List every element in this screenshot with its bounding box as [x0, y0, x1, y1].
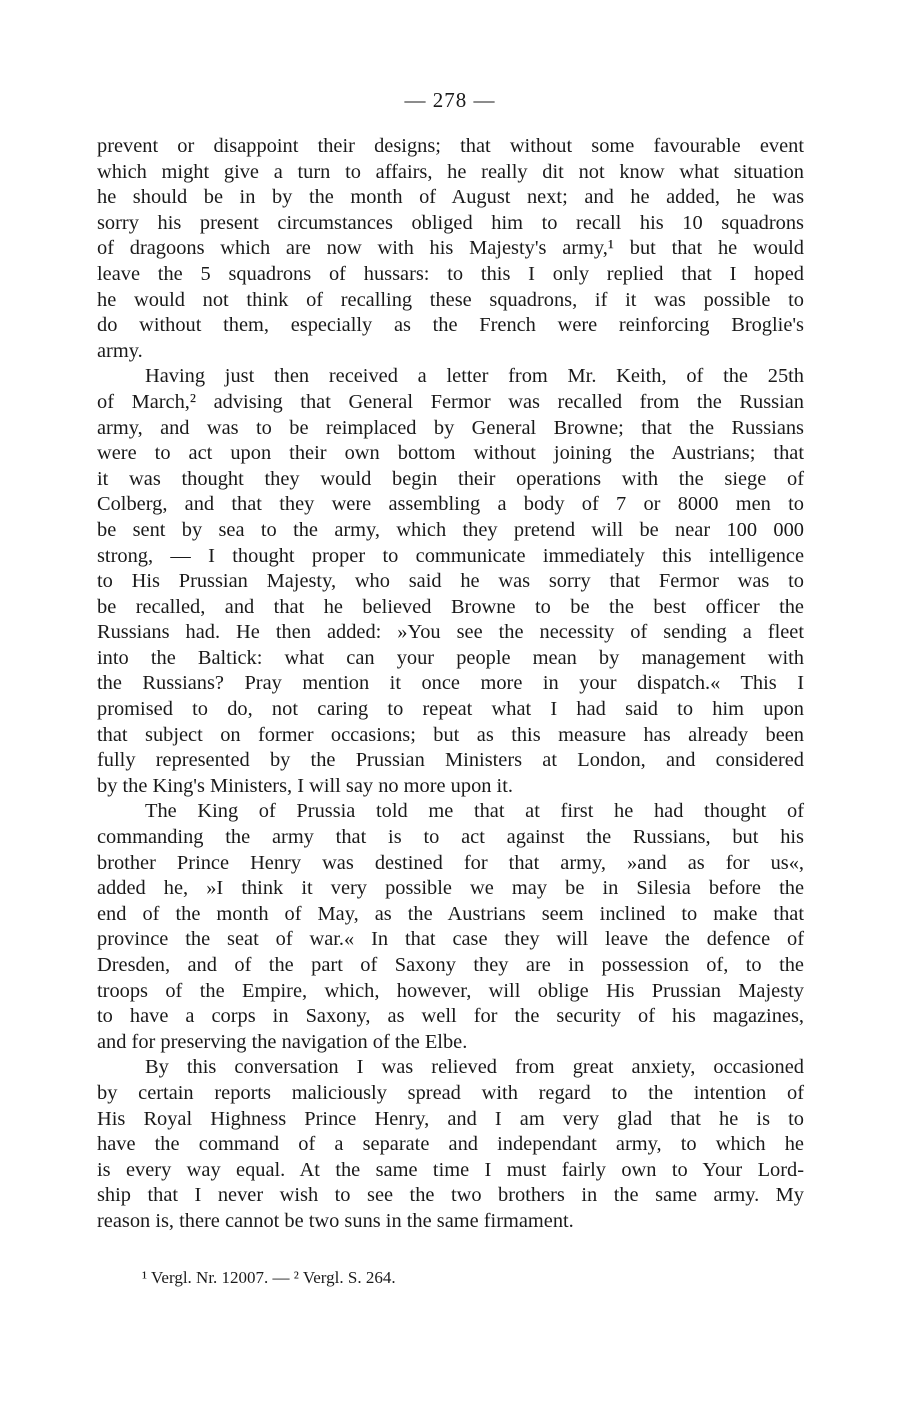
- text-line: His Royal Highness Prince Henry, and I am very glad that he is to: [97, 1107, 804, 1130]
- text-line: army, and was to be reimplaced by General Browne; that the Russians: [97, 416, 804, 439]
- text-line: of March,² advising that General Fermor was recalled from the Russian: [97, 390, 804, 413]
- text-line: brother Prince Henry was destined for that army, »and as for us«,: [97, 851, 804, 874]
- text-line: The King of Prussia told me that at first he had thought of: [145, 800, 804, 823]
- page-number: — 278 —: [404, 88, 496, 112]
- text-line: is every way equal. At the same time I must fairly own to Your Lord-: [97, 1158, 804, 1181]
- text-line: be recalled, and that he believed Browne to be the best officer the: [97, 595, 804, 618]
- text-line: leave the 5 squadrons of hussars: to this I only replied that I hoped: [97, 262, 804, 285]
- text-line: by certain reports maliciously spread with regard to the intention of: [97, 1081, 804, 1104]
- footnotes: ¹ Vergl. Nr. 12007. — ² Vergl. S. 264.: [142, 1268, 396, 1287]
- text-line: commanding the army that is to act against the Russians, but his: [97, 826, 804, 849]
- text-line: the Russians? Pray mention it once more in your dispatch.« This I: [97, 672, 804, 695]
- text-line: of dragoons which are now with his Majesty's army,¹ but that he would: [97, 237, 804, 260]
- text-line: Colberg, and that they were assembling a body of 7 or 8000 men to: [97, 493, 804, 516]
- text-line: into the Baltick: what can your people mean by management with: [97, 646, 804, 669]
- text-line: army.: [97, 339, 143, 362]
- text-line: By this conversation I was relieved from great anxiety, occasioned: [145, 1056, 804, 1079]
- text-line: he should be in by the month of August next; and he added, he was: [97, 186, 804, 209]
- text-line: promised to do, not caring to repeat what I had said to him upon: [97, 698, 804, 721]
- text-line: and for preserving the navigation of the Elbe.: [97, 1030, 468, 1053]
- text-line: added he, »I think it very possible we may be in Silesia before the: [97, 877, 804, 900]
- text-line: that subject on former occasions; but as this measure has already been: [97, 723, 804, 746]
- text-line: reason is, there cannot be two suns in the same firmament.: [97, 1209, 574, 1232]
- text-line: it was thought they would begin their operations with the siege of: [97, 467, 804, 490]
- text-line: prevent or disappoint their designs; that without some favourable event: [97, 135, 804, 157]
- text-line: Having just then received a letter from Mr. Keith, of the 25th: [145, 365, 804, 388]
- text-line: fully represented by the Prussian Ministers at London, and considered: [97, 749, 804, 772]
- text-line: have the command of a separate and independant army, to which he: [97, 1133, 804, 1156]
- text-line: province the seat of war.« In that case they will leave the defence of: [97, 928, 804, 951]
- text-line: ship that I never wish to see the two brothers in the same army. My: [97, 1184, 804, 1207]
- text-line: which might give a turn to affairs, he really dit not know what situation: [97, 160, 804, 183]
- text-line: he would not think of recalling these squadrons, if it was possible to: [97, 288, 804, 311]
- text-line: to His Prussian Majesty, who said he was sorry that Fermor was to: [97, 570, 804, 593]
- text-line: do without them, especially as the French were reinforcing Broglie's: [97, 314, 804, 337]
- text-line: troops of the Empire, which, however, will oblige His Prussian Majesty: [97, 979, 804, 1002]
- text-line: by the King's Ministers, I will say no more upon it.: [97, 774, 513, 797]
- text-line: were to act upon their own bottom without joining the Austrians; that: [97, 442, 804, 465]
- text-line: end of the month of May, as the Austrians seem inclined to make that: [97, 902, 804, 925]
- text-line: strong, — I thought proper to communicate immediately this intelligence: [97, 544, 804, 567]
- text-line: be sent by sea to the army, which they pretend will be near 100 000: [97, 518, 804, 541]
- text-line: Russians had. He then added: »You see the necessity of sending a fleet: [97, 621, 804, 644]
- body-text: [97, 134, 804, 1235]
- text-line: to have a corps in Saxony, as well for the security of his magazines,: [97, 1005, 804, 1028]
- text-line: sorry his present circumstances obliged him to recall his 10 squadrons: [97, 211, 804, 234]
- text-line: Dresden, and of the part of Saxony they are in possession of, to the: [97, 954, 804, 976]
